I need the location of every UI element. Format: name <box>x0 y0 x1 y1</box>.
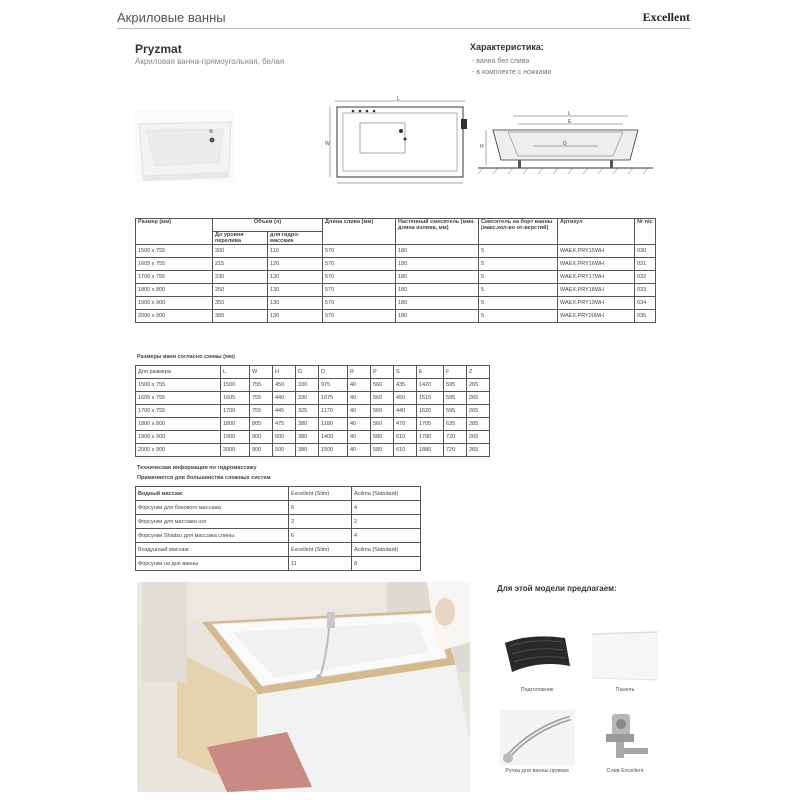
table-row <box>136 258 656 271</box>
table-cell: 580 <box>371 431 394 444</box>
table-cell: 1500 x 755 <box>136 245 213 258</box>
table-cell: 755 <box>250 379 273 392</box>
table-cell: 435 <box>394 379 417 392</box>
header-divider <box>117 28 690 29</box>
table-cell: WAEX.PRY19WH <box>558 297 635 310</box>
table-cell: 265 <box>467 379 490 392</box>
table-row <box>136 392 490 405</box>
table-cell: 4 <box>352 501 421 515</box>
table-cell: 450 <box>394 392 417 405</box>
col-header: Excellent (Slim) <box>289 487 352 501</box>
table-cell: 1515 <box>417 392 444 405</box>
table-cell: 130 <box>268 310 323 323</box>
table-cell: 470 <box>394 418 417 431</box>
table-cell: 1075 <box>319 392 348 405</box>
table-cell: 2000 x 900 <box>136 310 213 323</box>
col-header: H <box>273 366 296 379</box>
table-cell: 560 <box>371 405 394 418</box>
table-cell: 110 <box>268 245 323 258</box>
col-header: Размер (мм) <box>136 219 213 245</box>
table-cell: 330 <box>296 379 319 392</box>
table-cell: 350 <box>213 297 268 310</box>
table-cell: 40 <box>348 379 371 392</box>
table-row <box>136 418 490 431</box>
table-cell: 130 <box>268 284 323 297</box>
table-cell: 5 <box>479 297 558 310</box>
col-header: Nr nic <box>635 219 656 245</box>
col-header: F <box>444 366 467 379</box>
table-cell: WAEX.PRY17WH <box>558 271 635 284</box>
table-row <box>136 379 490 392</box>
table-row <box>136 557 421 571</box>
table-cell: 900 <box>250 444 273 457</box>
panel-icon <box>590 628 660 683</box>
col-header: Actima (Standard) <box>352 487 421 501</box>
table-cell: 180 <box>396 297 479 310</box>
table-cell: 2000 <box>221 444 250 457</box>
table-cell: 440 <box>273 392 296 405</box>
side-view-drawing <box>478 110 653 180</box>
table-cell: 440 <box>394 405 417 418</box>
table-cell: 635 <box>444 418 467 431</box>
table-cell: 11 <box>289 557 352 571</box>
offer-title: Для этой модели предлагаем: <box>497 584 617 593</box>
svg-text:E: E <box>568 119 572 125</box>
table-cell: 570 <box>323 284 396 297</box>
table-cell: 1500 x 755 <box>136 379 221 392</box>
offer-label: Подголовник <box>520 687 554 693</box>
table-row <box>136 297 656 310</box>
air-massage-header: Воздушный массаж: <box>136 543 289 557</box>
table-cell: 265 <box>467 444 490 457</box>
hydromassage-table <box>135 486 421 571</box>
table-cell: 1420 <box>417 379 444 392</box>
drain-icon <box>590 710 660 765</box>
table-cell: Форсунки для массажа ног <box>136 515 289 529</box>
table-cell: 500 <box>273 431 296 444</box>
table-row <box>136 529 421 543</box>
table-cell: 1605 <box>221 392 250 405</box>
table-row <box>136 310 656 323</box>
table-header-row <box>136 366 490 379</box>
table-cell: 230 <box>213 271 268 284</box>
table-cell: 180 <box>396 284 479 297</box>
table-cell: 031 <box>635 258 656 271</box>
table-cell: 475 <box>273 418 296 431</box>
svg-text:W: W <box>325 141 330 147</box>
col-header: Для размера <box>136 366 221 379</box>
col-header: Смеситель на борт ванны (макс.кол-во от-верстий) <box>479 219 558 245</box>
col-header: Z <box>467 366 490 379</box>
table-cell: 580 <box>371 444 394 457</box>
table-cell: 1700 x 755 <box>136 271 213 284</box>
table-cell: 180 <box>396 258 479 271</box>
brand-logo: Excellent <box>642 10 690 24</box>
water-massage-header: Водный массаж: <box>136 487 289 501</box>
table-cell: 40 <box>348 405 371 418</box>
table-cell: 6 <box>289 501 352 515</box>
offer-label: Ручка для ванны,прямая <box>505 768 569 774</box>
hydromassage-subtitle: Применяется для большинства сложных систем <box>137 475 271 481</box>
svg-text:H: H <box>480 144 484 150</box>
col-header: S <box>394 366 417 379</box>
table-cell: 1780 <box>417 431 444 444</box>
table-cell: 035 <box>635 310 656 323</box>
table-cell: 1900 <box>221 431 250 444</box>
bathroom-photo <box>137 582 470 792</box>
table-cell: 5 <box>479 245 558 258</box>
table-cell: 200 <box>213 245 268 258</box>
table-cell: 8 <box>352 557 421 571</box>
col-header: Excellent (Slim) <box>289 543 352 557</box>
hydromassage-title: Техническая информация по гидромассажу <box>137 465 257 471</box>
col-header: E <box>417 366 444 379</box>
table-cell: 450 <box>273 379 296 392</box>
table-cell: 560 <box>371 392 394 405</box>
table-cell: 1800 x 800 <box>136 284 213 297</box>
table-cell: 1605 x 755 <box>136 392 221 405</box>
table-cell: 755 <box>250 405 273 418</box>
col-header: W <box>250 366 273 379</box>
table-cell: 1705 <box>417 418 444 431</box>
bathtub-photo <box>135 110 235 182</box>
table-cell: 325 <box>296 405 319 418</box>
col-header: R <box>348 366 371 379</box>
table-cell: 1800 x 800 <box>136 418 221 431</box>
col-header: Длина слива (мм) <box>323 219 396 245</box>
table-cell: 030 <box>635 245 656 258</box>
col-header: L <box>221 366 250 379</box>
table-cell: 250 <box>213 284 268 297</box>
table-cell: Форсунки Shiatsu для массажа спины <box>136 529 289 543</box>
table-row <box>136 284 656 297</box>
table-cell: 570 <box>323 258 396 271</box>
table-cell: 1190 <box>319 418 348 431</box>
table-cell: 215 <box>213 258 268 271</box>
specs-table <box>135 218 656 323</box>
table-cell: 330 <box>296 392 319 405</box>
table-row <box>136 501 421 515</box>
product-subtitle: Акриловая ванна-прямоугольная, белая <box>135 57 285 66</box>
headrest-icon <box>500 628 575 683</box>
col-header: Actima (Standard) <box>352 543 421 557</box>
table-cell: 1605 x 755 <box>136 258 213 271</box>
table-cell: 033 <box>635 284 656 297</box>
col-header: Настенный смеситель (мин. длина излива, мм) <box>396 219 479 245</box>
table-cell: 40 <box>348 392 371 405</box>
table-cell: WAEX.PRY15WH <box>558 245 635 258</box>
offer-label: Панель <box>615 687 635 693</box>
dimensions-title: Размеры ванн согласно схемы (мм) <box>137 354 235 360</box>
table-cell: 130 <box>268 297 323 310</box>
table-cell: 120 <box>268 258 323 271</box>
characteristic-item: - ванна без слива <box>472 56 551 67</box>
table-cell: 975 <box>319 379 348 392</box>
table-cell: WAEX.PRY16WH <box>558 258 635 271</box>
table-cell: 805 <box>250 418 273 431</box>
top-view-drawing <box>325 95 475 190</box>
table-cell: 1700 x 755 <box>136 405 221 418</box>
table-cell: 595 <box>444 392 467 405</box>
offer-label: Слив Excellent <box>606 768 644 774</box>
table-cell: 380 <box>213 310 268 323</box>
table-cell: WAEX.PRY18WH <box>558 284 635 297</box>
table-cell: 380 <box>296 418 319 431</box>
table-cell: 4 <box>352 529 421 543</box>
table-cell: 40 <box>348 444 371 457</box>
table-cell: 1500 <box>319 444 348 457</box>
svg-text:L: L <box>568 111 571 117</box>
table-cell: 1400 <box>319 431 348 444</box>
table-row <box>136 444 490 457</box>
table-cell: 034 <box>635 297 656 310</box>
characteristic-item: - в комплекте с ножками <box>472 67 551 78</box>
table-cell: 032 <box>635 271 656 284</box>
table-cell: 445 <box>273 405 296 418</box>
col-header: P <box>371 366 394 379</box>
characteristics-list <box>472 56 551 78</box>
table-cell: 500 <box>273 444 296 457</box>
table-cell: 380 <box>296 431 319 444</box>
table-cell: 5 <box>479 310 558 323</box>
table-cell: 720 <box>444 444 467 457</box>
table-cell: Форсунки для бокового массажа <box>136 501 289 515</box>
section-title: Акриловые ванны <box>117 10 226 25</box>
table-row <box>136 271 656 284</box>
table-cell: 1800 <box>221 418 250 431</box>
table-cell: 180 <box>396 271 479 284</box>
table-cell: 5 <box>479 258 558 271</box>
table-cell: 130 <box>268 271 323 284</box>
characteristics-title: Характеристика: <box>470 42 544 52</box>
table-cell: 595 <box>444 379 467 392</box>
table-cell: 1170 <box>319 405 348 418</box>
col-header: G <box>296 366 319 379</box>
col-header: D <box>319 366 348 379</box>
table-cell: 560 <box>371 418 394 431</box>
table-cell: 6 <box>289 529 352 543</box>
col-header: Объем (л) <box>213 219 323 232</box>
table-cell: 570 <box>323 271 396 284</box>
table-cell: 570 <box>323 245 396 258</box>
table-cell: 1900 x 900 <box>136 431 221 444</box>
table-cell: 570 <box>323 310 396 323</box>
table-cell: 1620 <box>417 405 444 418</box>
table-cell: 560 <box>371 379 394 392</box>
table-cell: 265 <box>467 431 490 444</box>
dimensions-table <box>135 365 490 457</box>
table-row <box>136 515 421 529</box>
table-cell: 180 <box>396 245 479 258</box>
table-cell: 265 <box>467 392 490 405</box>
col-subheader: До уровня перелива <box>213 232 268 245</box>
table-cell: 40 <box>348 418 371 431</box>
table-cell: 720 <box>444 431 467 444</box>
col-header: Артикул <box>558 219 635 245</box>
table-cell: 180 <box>396 310 479 323</box>
table-cell: 5 <box>479 284 558 297</box>
table-cell: 610 <box>394 444 417 457</box>
col-subheader: для гидро-массажа <box>268 232 323 245</box>
table-row <box>136 245 656 258</box>
table-cell: 5 <box>479 271 558 284</box>
table-row <box>136 405 490 418</box>
table-cell: 1500 <box>221 379 250 392</box>
table-cell: Форсунки на дне ванны <box>136 557 289 571</box>
table-cell: 285 <box>467 418 490 431</box>
table-cell: 380 <box>296 444 319 457</box>
table-cell: 900 <box>250 431 273 444</box>
svg-text:D: D <box>563 141 567 147</box>
product-name: Pryzmat <box>135 42 182 56</box>
table-cell: 595 <box>444 405 467 418</box>
svg-text:L: L <box>397 96 400 102</box>
table-cell: 1880 <box>417 444 444 457</box>
table-cell: 40 <box>348 431 371 444</box>
table-cell: 2 <box>289 515 352 529</box>
table-cell: 610 <box>394 431 417 444</box>
table-cell: 265 <box>467 405 490 418</box>
handle-icon <box>500 710 575 765</box>
table-cell: 2 <box>352 515 421 529</box>
table-row <box>136 431 490 444</box>
table-cell: 755 <box>250 392 273 405</box>
table-cell: 1700 <box>221 405 250 418</box>
table-cell: WAEX.PRY20WH <box>558 310 635 323</box>
table-cell: 1900 x 900 <box>136 297 213 310</box>
table-cell: 2000 x 900 <box>136 444 221 457</box>
table-cell: 570 <box>323 297 396 310</box>
